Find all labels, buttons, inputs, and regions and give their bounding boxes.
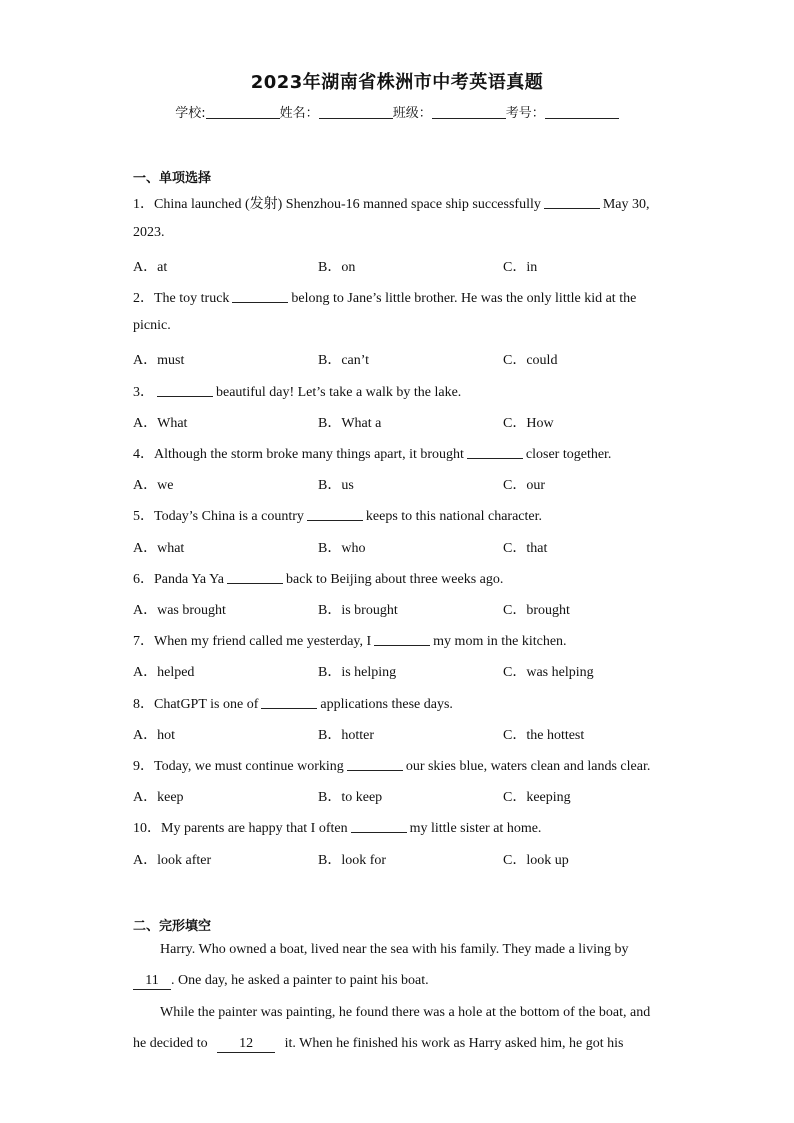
cloze-paragraph-line (133, 1036, 661, 1053)
question-stem (133, 193, 663, 213)
stem-text: 1．China launched (发射) Shenzhou-16 manned space ship successfully (133, 197, 541, 212)
stem-text: 10．My parents are happy that I often (133, 821, 348, 836)
student-info-row (0, 102, 794, 121)
cloze-paragraph-line: While the painter was painting, he found there was a hole at the bottom of the boat, and (160, 1005, 651, 1020)
stem-text: 2．The toy truck (133, 291, 230, 306)
option-a[interactable]: A．What (133, 416, 188, 431)
stem-continuation: picnic. (133, 318, 171, 333)
answer-blank (307, 508, 363, 521)
option-c[interactable]: C．How (503, 416, 554, 431)
question-stem (133, 693, 663, 713)
school-label: 学校: (175, 106, 206, 121)
section-heading-choice: 一、单项选择 (133, 171, 212, 186)
cloze-text: he decided to (133, 1036, 208, 1051)
answer-blank (232, 290, 288, 303)
option-b[interactable]: B．is helping (318, 665, 397, 680)
question-stem (133, 287, 663, 307)
class-blank[interactable] (432, 106, 506, 119)
answer-blank (467, 446, 523, 459)
option-b[interactable]: B．us (318, 478, 354, 493)
stem-text: 3． (133, 385, 154, 400)
stem-text: keeps to this national character. (365, 509, 542, 524)
option-b[interactable]: B．hotter (318, 728, 374, 743)
option-c[interactable]: C．could (503, 353, 558, 368)
stem-text: closer together. (525, 447, 612, 462)
stem-text: 6．Panda Ya Ya (133, 572, 225, 587)
stem-text: my little sister at home. (409, 821, 542, 836)
option-b[interactable]: B．to keep (318, 790, 383, 805)
question-stem (133, 817, 663, 837)
stem-text: my mom in the kitchen. (433, 634, 567, 649)
question-stem (133, 568, 663, 588)
school-blank[interactable] (206, 106, 280, 119)
answer-blank (157, 384, 213, 397)
option-c[interactable]: C．brought (503, 603, 570, 618)
stem-text: applications these days. (320, 697, 453, 712)
stem-continuation: 2023. (133, 225, 165, 240)
option-b[interactable]: B．can’t (318, 353, 370, 368)
option-a[interactable]: A．we (133, 478, 174, 493)
number-label: 考号： (505, 106, 545, 121)
option-a[interactable]: A．look after (133, 853, 212, 868)
option-b[interactable]: B．look for (318, 853, 387, 868)
option-a[interactable]: A．keep (133, 790, 184, 805)
option-c[interactable]: C．was helping (503, 665, 594, 680)
number-blank[interactable] (545, 106, 619, 119)
answer-blank (374, 633, 430, 646)
page-title: 2023年湖南省株洲市中考英语真题 (250, 72, 544, 93)
answer-blank (261, 696, 317, 709)
option-c[interactable]: C．keeping (503, 790, 571, 805)
option-c[interactable]: C．our (503, 478, 545, 493)
stem-text: 9．Today, we must continue working (133, 759, 344, 774)
name-label: 姓名： (279, 106, 319, 121)
stem-text: beautiful day! Let’s take a walk by the lake. (216, 385, 462, 400)
question-stem (133, 755, 663, 775)
stem-text: 8．ChatGPT is one of (133, 697, 259, 712)
question-stem (133, 443, 663, 463)
option-b[interactable]: B．What a (318, 416, 382, 431)
cloze-blank-12: 12 (217, 1036, 275, 1053)
option-c[interactable]: C．look up (503, 853, 569, 868)
option-c[interactable]: C．in (503, 260, 538, 275)
stem-text: May 30, (602, 197, 650, 212)
option-a[interactable]: A．what (133, 541, 185, 556)
cloze-blank-11: 11 (133, 973, 171, 990)
question-stem (133, 505, 663, 525)
cloze-paragraph-line (133, 973, 661, 990)
option-a[interactable]: A．at (133, 260, 168, 275)
question-stem (133, 630, 663, 650)
stem-text: our skies blue, waters clean and lands clear. (405, 759, 651, 774)
stem-text: belong to Jane’s little brother. He was the only little kid at the (291, 291, 637, 306)
stem-text: 5．Today’s China is a country (133, 509, 304, 524)
question-stem (133, 381, 663, 401)
answer-blank (227, 571, 283, 584)
answer-blank (544, 196, 600, 209)
name-blank[interactable] (319, 106, 393, 119)
option-a[interactable]: A．helped (133, 665, 195, 680)
cloze-text: . One day, he asked a painter to paint his boat. (171, 973, 429, 988)
stem-text: back to Beijing about three weeks ago. (286, 572, 504, 587)
answer-blank (347, 758, 403, 771)
cloze-paragraph-line: Harry. Who owned a boat, lived near the sea with his family. They made a living by (160, 942, 629, 957)
option-a[interactable]: A．was brought (133, 603, 226, 618)
option-c[interactable]: C．the hottest (503, 728, 585, 743)
cloze-text: it. When he finished his work as Harry asked him, he got his (284, 1036, 624, 1051)
section-heading-cloze: 二、完形填空 (133, 919, 212, 934)
option-c[interactable]: C．that (503, 541, 548, 556)
stem-text: 4．Although the storm broke many things apart, it brought (133, 447, 464, 462)
class-label: 班级： (392, 106, 432, 121)
option-b[interactable]: B．on (318, 260, 356, 275)
option-b[interactable]: B．who (318, 541, 366, 556)
option-a[interactable]: A．must (133, 353, 185, 368)
stem-text: 7．When my friend called me yesterday, I (133, 634, 372, 649)
option-b[interactable]: B．is brought (318, 603, 398, 618)
answer-blank (351, 820, 407, 833)
option-a[interactable]: A．hot (133, 728, 175, 743)
